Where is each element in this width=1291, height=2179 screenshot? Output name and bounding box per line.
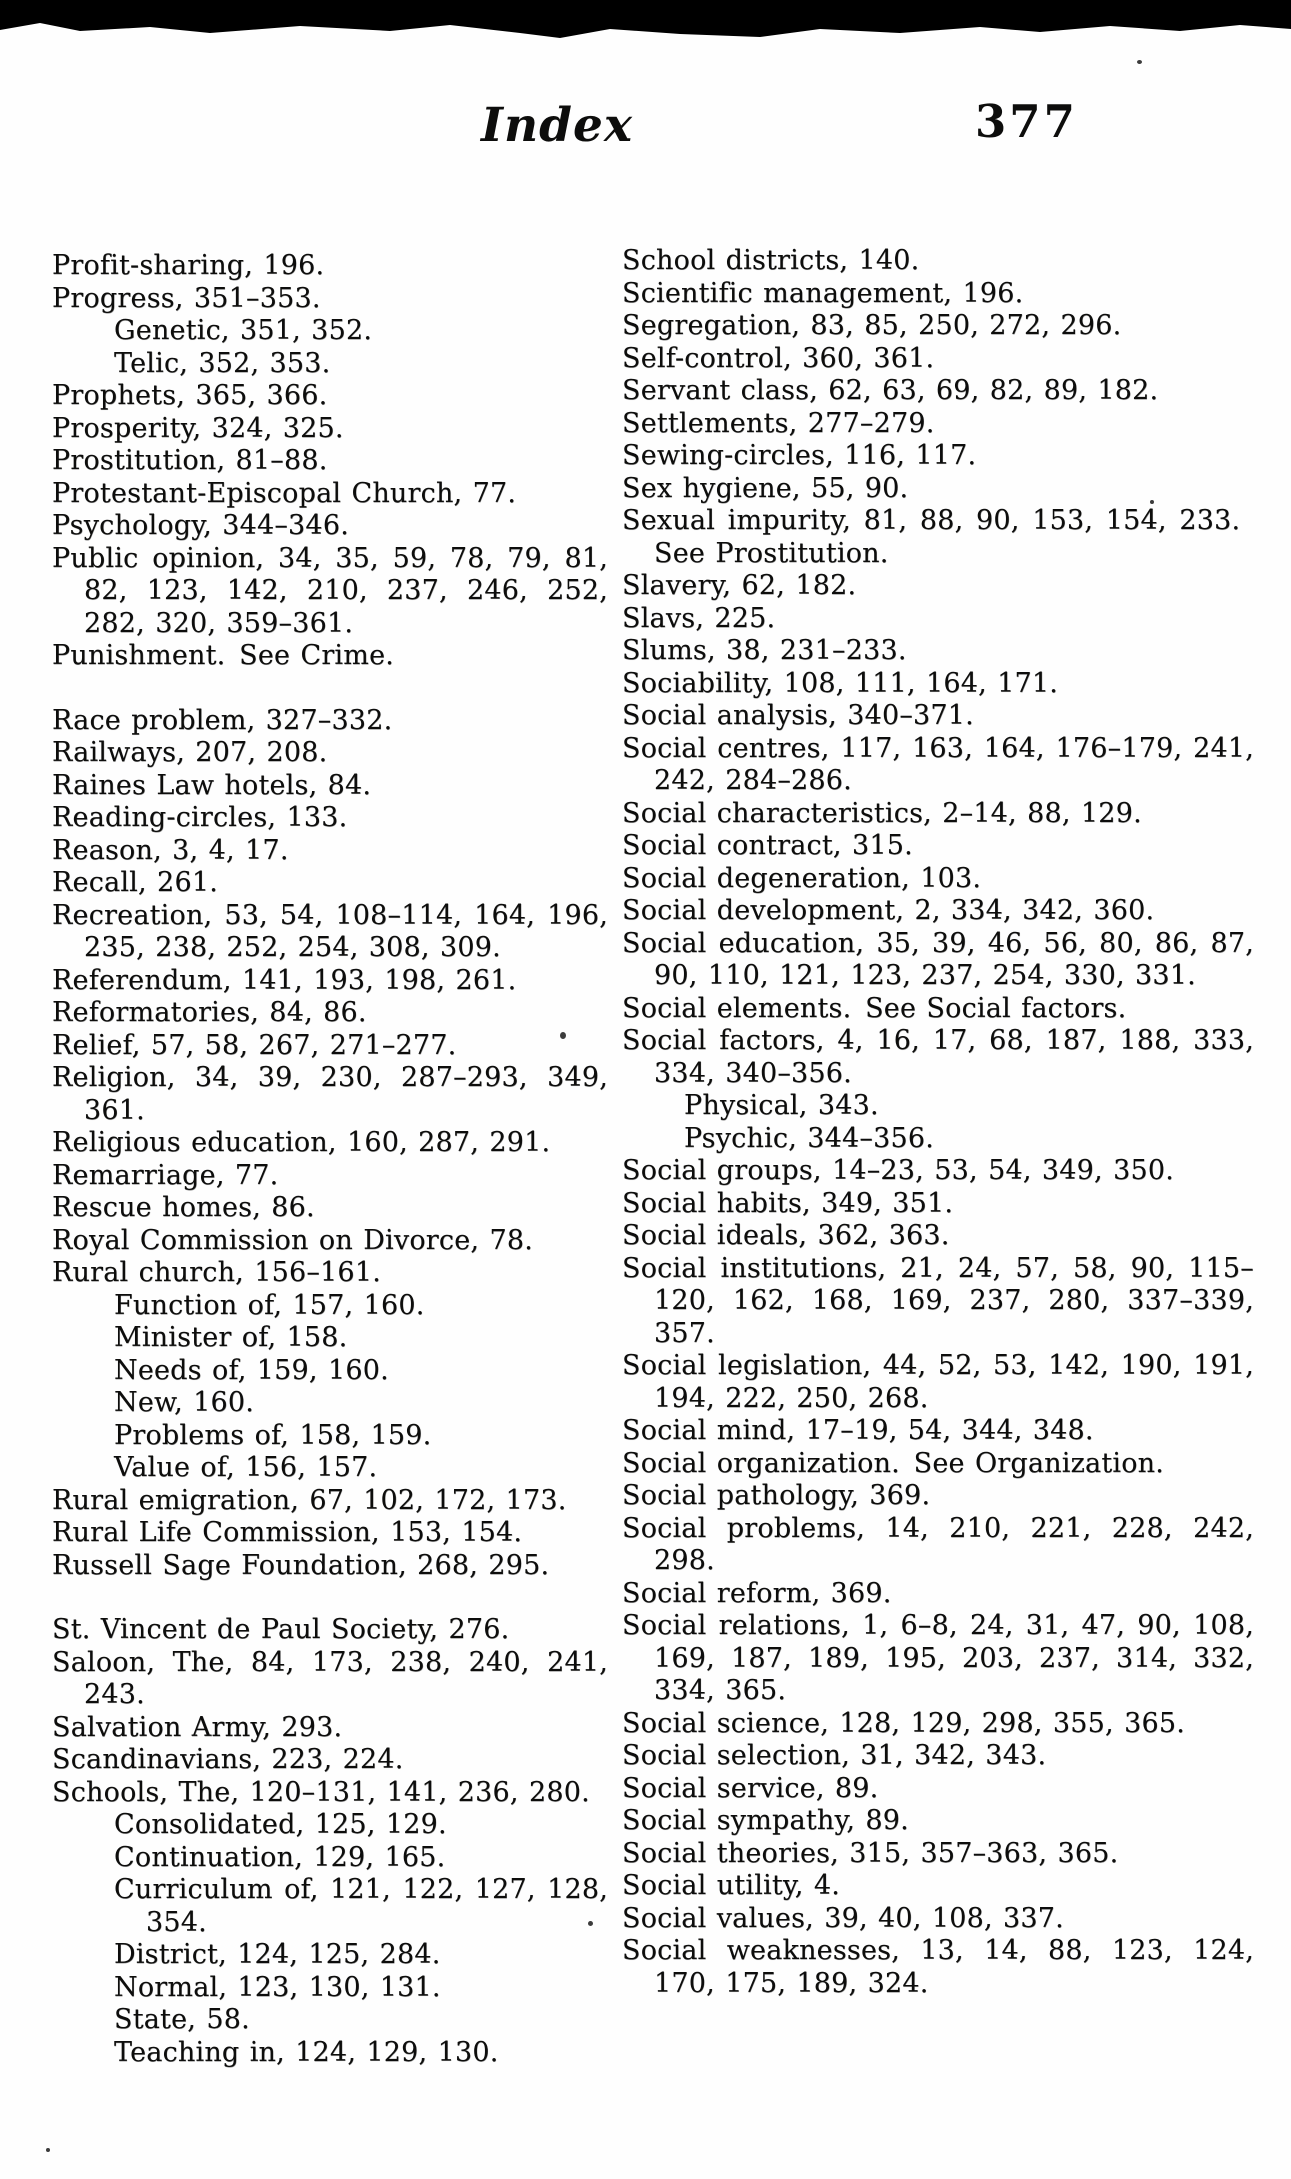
index-entry: Social organization. See Organization.: [622, 1447, 1165, 1479]
index-entry: Telic, 352, 353.: [114, 347, 331, 379]
index-entry: Prophets, 365, 366.: [52, 380, 328, 411]
index-entry: Psychic, 344–356.: [684, 1122, 935, 1154]
scan-speck: [560, 1032, 566, 1039]
index-entry: Social institutions, 21, 24, 57, 58, 90, 115–120, 162, 168, 169, 237, 280, 337–339, 357.: [622, 1252, 1254, 1349]
index-entry: Social utility, 4.: [622, 1870, 841, 1901]
scan-artifact-band: [0, 0, 1291, 42]
index-entry: Slavs, 225.: [622, 602, 776, 634]
index-entry: Slums, 38, 231–233.: [622, 635, 907, 666]
index-entry: Social sympathy, 89.: [622, 1805, 909, 1836]
index-entry: Function of, 157, 160.: [114, 1289, 425, 1321]
index-entry: Social reform, 369.: [622, 1577, 892, 1609]
scan-speck: [1150, 500, 1154, 504]
index-entry: Punishment. See Crime.: [52, 640, 395, 671]
index-entry: Saloon, The, 84, 173, 238, 240, 241, 243.: [52, 1646, 608, 1710]
index-entry: Consolidated, 125, 129.: [114, 1809, 447, 1840]
index-entry: District, 124, 125, 284.: [114, 1939, 441, 1970]
scan-speck: [1137, 60, 1142, 64]
index-column-left: [52, 250, 608, 2069]
index-entry: State, 58.: [114, 2004, 250, 2035]
index-entry: Servant class, 62, 63, 69, 82, 89, 182.: [622, 375, 1159, 406]
index-entry: Salvation Army, 293.: [52, 1711, 343, 1743]
index-entry: Rural Life Commission, 153, 154.: [52, 1517, 523, 1548]
page-number: 377: [975, 95, 1078, 148]
index-entry: Needs of, 159, 160.: [114, 1354, 389, 1386]
scan-speck: [588, 1921, 593, 1926]
index-entry: Sociability, 108, 111, 164, 171.: [622, 667, 1059, 699]
index-entry: Profit-sharing, 196.: [52, 250, 325, 281]
page-title: Index: [481, 98, 633, 153]
index-entry: Social values, 39, 40, 108, 337.: [622, 1902, 1064, 1934]
index-entry: Progress, 351–353.: [52, 282, 321, 314]
scan-speck: [46, 2148, 50, 2152]
index-entry: Genetic, 351, 352.: [114, 315, 373, 346]
index-entry: Value of, 156, 157.: [114, 1452, 378, 1483]
index-entry: Royal Commission on Divorce, 78.: [52, 1224, 534, 1256]
index-entry: Minister of, 158.: [114, 1322, 348, 1353]
index-entry: Psychology, 344–346.: [52, 510, 349, 541]
index-entry: Social service, 89.: [622, 1772, 879, 1804]
index-entry: Sewing-circles, 116, 117.: [622, 440, 977, 471]
index-entry: Social centres, 117, 163, 164, 176–179, 241, 242, 284–286.: [622, 732, 1254, 796]
index-entry: Prosperity, 324, 325.: [52, 412, 344, 444]
index-entry: Relief, 57, 58, 267, 271–277.: [52, 1029, 457, 1061]
index-entry: Religion, 34, 39, 230, 287–293, 349, 361.: [52, 1062, 608, 1126]
index-entry: Social habits, 349, 351.: [622, 1187, 954, 1219]
index-entry: Scandinavians, 223, 224.: [52, 1744, 404, 1775]
index-entry: Teaching in, 124, 129, 130.: [114, 2036, 499, 2068]
index-entry: Social mind, 17–19, 54, 344, 348.: [622, 1415, 1094, 1446]
index-entry: Russell Sage Foundation, 268, 295.: [52, 1549, 550, 1581]
index-entry: Segregation, 83, 85, 250, 272, 296.: [622, 310, 1122, 341]
index-entry: Race problem, 327–332.: [52, 704, 393, 736]
section-gap: [52, 1582, 608, 1614]
index-column-right: [622, 245, 1254, 2000]
index-entry: Social problems, 14, 210, 221, 228, 242, 298.: [622, 1512, 1254, 1576]
index-entry: Public opinion, 34, 35, 59, 78, 79, 81, 82, 123, 142, 210, 237, 246, 252, 282, 320, 359–361.: [52, 542, 608, 639]
index-entry: Prostitution, 81–88.: [52, 445, 328, 476]
index-entry: Religious education, 160, 287, 291.: [52, 1127, 551, 1158]
index-entry: Schools, The, 120–131, 141, 236, 280.: [52, 1776, 590, 1808]
index-entry: School districts, 140.: [622, 245, 920, 276]
index-entry: Rural church, 156–161.: [52, 1257, 381, 1288]
index-entry: Social groups, 14–23, 53, 54, 349, 350.: [622, 1155, 1175, 1186]
index-entry: Social selection, 31, 342, 343.: [622, 1740, 1047, 1771]
index-entry: Social factors, 4, 16, 17, 68, 187, 188, 333, 334, 340–356.: [622, 1025, 1254, 1089]
index-entry: Reformatories, 84, 86.: [52, 997, 367, 1028]
index-entry: Social degeneration, 103.: [622, 862, 982, 894]
index-entry: Railways, 207, 208.: [52, 737, 328, 768]
index-entry: Social relations, 1, 6–8, 24, 31, 47, 90, 108, 169, 187, 189, 195, 203, 237, 314, 332, 334, 365.: [622, 1610, 1254, 1706]
index-entry: Social analysis, 340–371.: [622, 700, 974, 731]
index-entry: Referendum, 141, 193, 198, 261.: [52, 964, 517, 996]
index-entry: Normal, 123, 130, 131.: [114, 1971, 441, 2003]
index-entry: Protestant-Episcopal Church, 77.: [52, 477, 517, 509]
index-entry: Social weaknesses, 13, 14, 88, 123, 124, 170, 175, 189, 324.: [622, 1935, 1254, 1999]
index-entry: Social characteristics, 2–14, 88, 129.: [622, 797, 1142, 829]
index-entry: Reading-circles, 133.: [52, 802, 348, 833]
index-entry: Rescue homes, 86.: [52, 1192, 315, 1223]
index-entry: Remarriage, 77.: [52, 1159, 279, 1191]
index-entry: Social legislation, 44, 52, 53, 142, 190, 191, 194, 222, 250, 268.: [622, 1350, 1254, 1414]
index-entry: St. Vincent de Paul Society, 276.: [52, 1614, 510, 1645]
index-entry: Social science, 128, 129, 298, 355, 365.: [622, 1707, 1185, 1739]
section-gap: [52, 673, 608, 705]
index-entry: Social development, 2, 334, 342, 360.: [622, 895, 1155, 926]
index-entry: Recall, 261.: [52, 867, 218, 898]
index-entry: Social education, 35, 39, 46, 56, 80, 86, 87, 90, 110, 121, 123, 237, 254, 330, 331.: [622, 927, 1254, 991]
index-entry: Continuation, 129, 165.: [114, 1841, 446, 1873]
index-entry: Settlements, 277–279.: [622, 407, 935, 439]
index-entry: Social contract, 315.: [622, 830, 913, 861]
index-entry: Social elements. See Social factors.: [622, 992, 1127, 1024]
index-entry: Raines Law hotels, 84.: [52, 769, 372, 801]
index-entry: Reason, 3, 4, 17.: [52, 834, 289, 866]
index-entry: Social ideals, 362, 363.: [622, 1220, 950, 1251]
index-entry: Sex hygiene, 55, 90.: [622, 472, 909, 504]
index-entry: New, 160.: [114, 1387, 255, 1418]
index-entry: Sexual impurity, 81, 88, 90, 153, 154, 233. See Prostitution.: [622, 505, 1254, 569]
index-entry: Curriculum of, 121, 122, 127, 128, 354.: [114, 1874, 608, 1938]
index-entry: Social pathology, 369.: [622, 1480, 931, 1511]
index-entry: Problems of, 158, 159.: [114, 1419, 432, 1451]
index-entry: Slavery, 62, 182.: [622, 570, 857, 601]
index-entry: Self-control, 360, 361.: [622, 342, 935, 374]
index-entry: Social theories, 315, 357–363, 365.: [622, 1837, 1119, 1869]
index-entry: Scientific management, 196.: [622, 277, 1024, 309]
index-entry: Physical, 343.: [684, 1090, 879, 1121]
index-entry: Rural emigration, 67, 102, 172, 173.: [52, 1484, 567, 1516]
index-entry: Recreation, 53, 54, 108–114, 164, 196, 235, 238, 252, 254, 308, 309.: [52, 899, 608, 963]
